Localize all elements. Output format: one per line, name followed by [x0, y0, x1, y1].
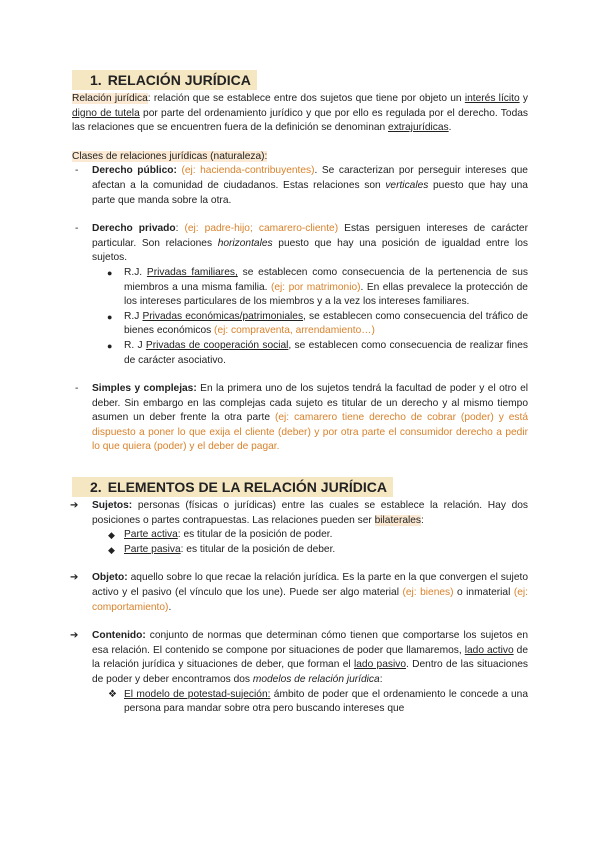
familiares-example: (ej: por matrimonio) — [270, 281, 361, 293]
definition-text-2: y — [519, 93, 528, 104]
interes-licito: interés lícito — [464, 93, 520, 104]
modelos-relacion: modelos de relación jurídica — [252, 674, 380, 685]
publico-example: (ej: hacienda-contribuyentes) — [181, 165, 315, 177]
potestad-title: El modelo de potestad-sujeción: — [124, 688, 271, 700]
diamond-marker: ◆ — [108, 544, 115, 555]
diamond-marker: ◆ — [108, 530, 115, 541]
arrow-marker: ➔ — [70, 500, 79, 512]
section-1-title: RELACIÓN JURÍDICA — [107, 72, 251, 88]
potestad-text: ámbito de poder que el ordenamiento le concede a una persona para mandar sobre otra pero buscando intereses que — [124, 688, 528, 715]
bullet-marker: ● — [107, 311, 113, 322]
bullet-marker: ● — [107, 340, 113, 351]
list-item-contenido — [72, 629, 528, 687]
list-item-sujetos — [72, 499, 528, 528]
objeto-text-3: . — [168, 601, 172, 613]
section-2-heading — [72, 477, 393, 497]
definition-text-3: por parte del ordenamiento jurídico y que por ello es regulada por el derecho. Todas las relaciones que se encuentren fuera de la definición se denominan — [72, 107, 528, 134]
familiares-title: Privadas familiares, — [146, 266, 238, 278]
list-item-privadas-cooperacion — [52, 339, 528, 368]
extrajuridicas: extrajurídicas — [388, 122, 449, 134]
objeto-example-1: (ej: bienes) — [402, 587, 454, 599]
sujetos-name: Sujetos: — [92, 500, 133, 512]
cooperacion-text: , se establecen como consecuencia de realizar fines de carácter asociativo. — [124, 339, 528, 366]
arrow-marker: ➔ — [70, 630, 79, 642]
simples-name: Simples y complejas: — [92, 383, 197, 395]
familiares-tail: . En ellas prevalece la protección de los intereses particulares de los miembros y a la vez los intereses familiares. — [124, 281, 528, 308]
familiares-text: se establecen como consecuencia de la pertenencia de sus miembros a una misma familia. — [124, 266, 528, 293]
definition-paragraph — [72, 92, 528, 136]
economicas-text: , se establecen como consecuencia del tráfico de bienes económicos — [124, 310, 528, 337]
contenido-text-4: : — [379, 674, 383, 685]
cooperacion-prefix: R. J — [124, 339, 146, 351]
parte-pasiva-text: : es titular de la posición de deber. — [180, 543, 336, 555]
parte-activa-text: : es titular de la posición de poder. — [177, 529, 333, 541]
economicas-example: (ej: compraventa, arrendamiento…) — [214, 325, 375, 337]
privado-text-2: puesto que hay una posición de igualdad entre los sujetos. — [92, 237, 528, 264]
list-item-simples-complejas — [72, 382, 528, 455]
list-item-privadas-economicas — [52, 310, 528, 339]
lado-pasivo: lado pasivo — [353, 659, 406, 671]
contenido-text-1: conjunto de normas que determinan cómo tienen que comportarse los sujetos en esa relación. El contenido se compone por situaciones de poder que llamaremos, — [92, 630, 528, 656]
parte-pasiva-title: Parte pasiva — [124, 543, 181, 555]
section-1-heading — [72, 70, 257, 90]
list-item-privadas-familiares — [52, 266, 528, 310]
list-item-publico — [72, 164, 528, 208]
bullet-marker: ● — [107, 267, 113, 278]
simples-example: (ej: camarero tiene derecho de cobrar (poder) y está dispuesto a poner lo que exija el cliente (deber) y por otra parte el consumidor derecho a pedir lo que quiera (poder) y el deber de pagar. — [92, 412, 528, 453]
publico-text-1: . Se caracterizan por perseguir intereses que afectan a la comunidad de ciudadanos. Estas relaciones son — [92, 165, 528, 191]
classes-title-text: Clases de relaciones jurídicas (naturaleza): — [72, 150, 268, 162]
cooperacion-title: Privadas de cooperación social — [145, 339, 289, 351]
economicas-prefix: R.J — [124, 310, 143, 322]
publico-name: Derecho público: — [92, 165, 177, 177]
parte-activa-title: Parte activa — [124, 529, 178, 541]
list-item-privado — [72, 222, 528, 266]
definition-text-4: . — [448, 122, 452, 134]
familiares-prefix: R.J. — [124, 266, 147, 278]
definition-term: Relación jurídica — [72, 93, 148, 104]
privado-italic: horizontales — [217, 237, 273, 249]
objeto-text-1: aquello sobre lo que recae la relación jurídica. Es la parte en la que convergen el sujeto activo y el pasivo (el vínculo que los une). Puede ser algo material — [92, 572, 528, 599]
dash-marker: - — [75, 165, 79, 177]
document-page — [72, 70, 528, 717]
privado-text-1: Estas persiguen intereses de carácter particular. Son relaciones — [92, 223, 528, 249]
dash-marker: - — [75, 223, 79, 235]
economicas-title: Privadas económicas/patrimoniales — [142, 310, 304, 322]
section-2-title: ELEMENTOS DE LA RELACIÓN JURÍDICA — [107, 479, 387, 496]
contenido-text-2: de la relación jurídica y situaciones de deber, que forman el — [92, 644, 528, 671]
list-item-objeto — [72, 571, 528, 615]
sujetos-bilaterales: bilaterales — [374, 514, 422, 526]
publico-italic: verticales — [385, 179, 429, 191]
list-item-potestad-sujecion — [52, 688, 528, 717]
section-1-number: 1. — [90, 72, 102, 88]
sujetos-text-2: : — [421, 514, 424, 526]
objeto-name: Objeto: — [92, 572, 128, 584]
section-2-number: 2. — [90, 479, 102, 496]
publico-text-2: puesto que hay una parte que manda sobre la otra. — [92, 179, 528, 206]
list-item-parte-activa — [52, 528, 528, 543]
privado-example: (ej: padre-hijo; camarero-cliente) — [184, 223, 339, 235]
dash-marker: - — [75, 383, 79, 395]
simples-text-1: En la primera uno de los sujetos tendrá la facultad de poder y el otro el deber. Sin embargo en las complejas cada sujeto es titular de un derecho y al mismo tiempo asumen un deber frente la otra parte — [92, 383, 528, 424]
objeto-text-2: o inmaterial — [453, 587, 514, 599]
arrow-marker: ➔ — [70, 572, 79, 584]
list-item-parte-pasiva — [52, 543, 528, 558]
sujetos-text-1: personas (físicas o jurídicas) entre las cuales se establece la relación. Hay dos posiciones o partes contrapuestas. Las relaciones pueden ser — [92, 500, 528, 526]
objeto-example-2: (ej: comportamiento) — [92, 587, 528, 613]
contenido-text-3: . Dentro de las situaciones de poder y deber encontramos dos — [92, 659, 528, 685]
lado-activo: lado activo — [464, 644, 514, 656]
classes-title — [72, 150, 528, 165]
digno-de-tutela: digno de tutela — [72, 107, 140, 119]
contenido-name: Contenido: — [92, 630, 146, 642]
star-marker: ❖ — [108, 688, 117, 700]
privado-text-0: : — [175, 223, 185, 235]
definition-text-1: : relación que se establece entre dos sujetos que tiene por objeto un — [147, 93, 465, 104]
privado-name: Derecho privado — [92, 223, 176, 235]
